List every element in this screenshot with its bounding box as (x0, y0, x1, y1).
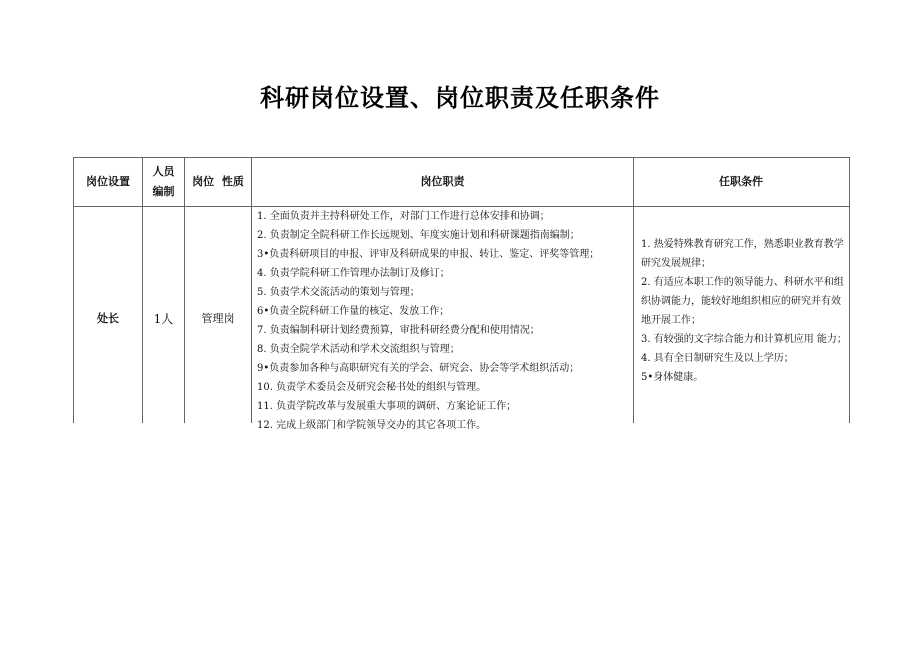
duty-item: 3•负责科研项目的申报、评审及科研成果的申报、转让、鉴定、评奖等管理； (257, 249, 600, 260)
requirement-item: 2. 有适应本职工作的领导能力、科研水平和组织协调能力，能较好地组织相应的研究并有效地开展工作； (641, 277, 844, 326)
duty-item: 5. 负责学术交流活动的策划与管理； (257, 287, 420, 298)
duty-item: 4. 负责学院科研工作管理办法制订及修订； (257, 268, 450, 279)
cell-staffing: 1人 (153, 312, 174, 326)
header-requirements: 任职条件 (719, 175, 763, 188)
header-duties: 岗位职责 (420, 175, 465, 188)
header-staffing-line1: 人员 (152, 165, 175, 178)
page-title: 科研岗位设置、岗位职责及任职条件 (260, 83, 660, 112)
duty-item: 10. 负责学术委员会及研究会秘书处的组织与管理。 (257, 382, 487, 393)
cell-position: 处长 (97, 312, 119, 325)
duty-item: 12. 完成上级部门和学院领导交办的其它各项工作。 (257, 420, 487, 431)
duty-item: 1. 全面负责并主持科研处工作，对部门工作进行总体安排和协调； (257, 211, 550, 222)
requirement-item: 3. 有较强的文字综合能力和计算机应用 能力； (641, 334, 847, 345)
header-position: 岗位设置 (86, 175, 130, 188)
duty-item: 9•负责参加各种与高职研究有关的学会、研究会、协会等学术组织活动； (257, 363, 580, 374)
requirements-list (638, 235, 849, 387)
requirement-item: 4. 具有全日制研究生及以上学历； (641, 353, 794, 364)
header-staffing (143, 158, 184, 206)
duty-item: 8. 负责全院学术活动和学术交流组织与管理； (257, 344, 460, 355)
requirement-item: 1. 热爱特殊教育研究工作，熟悉职业教育教学研究发展规律； (641, 239, 844, 269)
duties-list (252, 207, 637, 435)
header-staffing-line2: 编制 (152, 185, 175, 198)
position-table (73, 157, 850, 431)
header-nature: 岗位 性质 (192, 175, 244, 188)
requirement-item: 5•身体健康。 (641, 372, 704, 383)
duty-item: 2. 负责制定全院科研工作长远规划、年度实施计划和科研课题指南编制； (257, 230, 580, 241)
duty-item: 6•负责全院科研工作量的核定、发放工作； (257, 306, 450, 317)
duty-item: 11. 负责学院改革与发展重大事项的调研、方案论证工作； (257, 401, 517, 412)
duty-item: 7. 负责编制科研计划经费预算，审批科研经费分配和使用情况； (257, 325, 540, 336)
cell-nature: 管理岗 (201, 312, 235, 325)
